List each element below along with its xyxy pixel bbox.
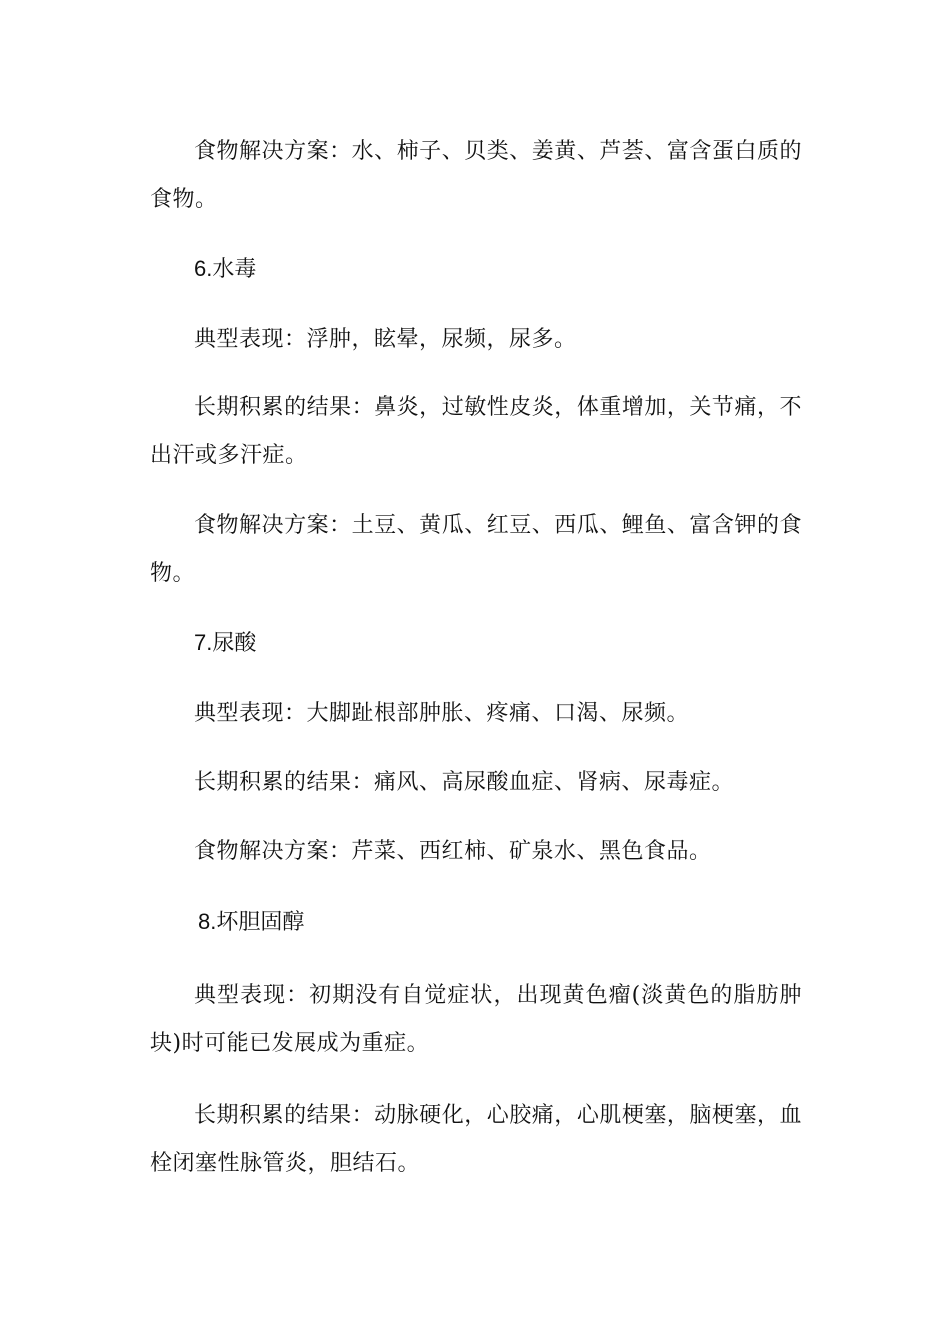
paragraph-food-solution-6: 食物解决方案：土豆、黄瓜、红豆、西瓜、鲤鱼、富含钾的食物。 [150, 513, 802, 586]
paragraph-food-solution-7: 食物解决方案：芹菜、西红柿、矿泉水、黑色食品。 [194, 839, 712, 864]
paragraph-long-term-result-8: 长期积累的结果：动脉硬化，心胶痛，心肌梗塞，脑梗塞，血栓闭塞性脉管炎，胆结石。 [150, 1103, 802, 1176]
section-heading-8: 8.坏胆固醇 [198, 909, 305, 934]
paragraph-food-solution-1: 食物解决方案：水、柿子、贝类、姜黄、芦荟、富含蛋白质的食物。 [150, 139, 802, 212]
section-heading-6: 6.水毒 [194, 256, 257, 281]
paragraph-typical-symptoms-6: 典型表现：浮肿，眩晕，尿频，尿多。 [194, 327, 577, 352]
paragraph-long-term-result-6: 长期积累的结果：鼻炎，过敏性皮炎，体重增加，关节痛，不出汗或多汗症。 [150, 395, 802, 468]
paragraph-long-term-result-7: 长期积累的结果：痛风、高尿酸血症、肾病、尿毒症。 [194, 770, 735, 795]
paragraph-typical-symptoms-8: 典型表现：初期没有自觉症状，出现黄色瘤(淡黄色的脂肪肿块)时可能已发展成为重症。 [150, 983, 802, 1056]
paragraph-typical-symptoms-7: 典型表现：大脚趾根部肿胀、疼痛、口渴、尿频。 [194, 701, 690, 726]
section-heading-7: 7.尿酸 [194, 630, 257, 655]
